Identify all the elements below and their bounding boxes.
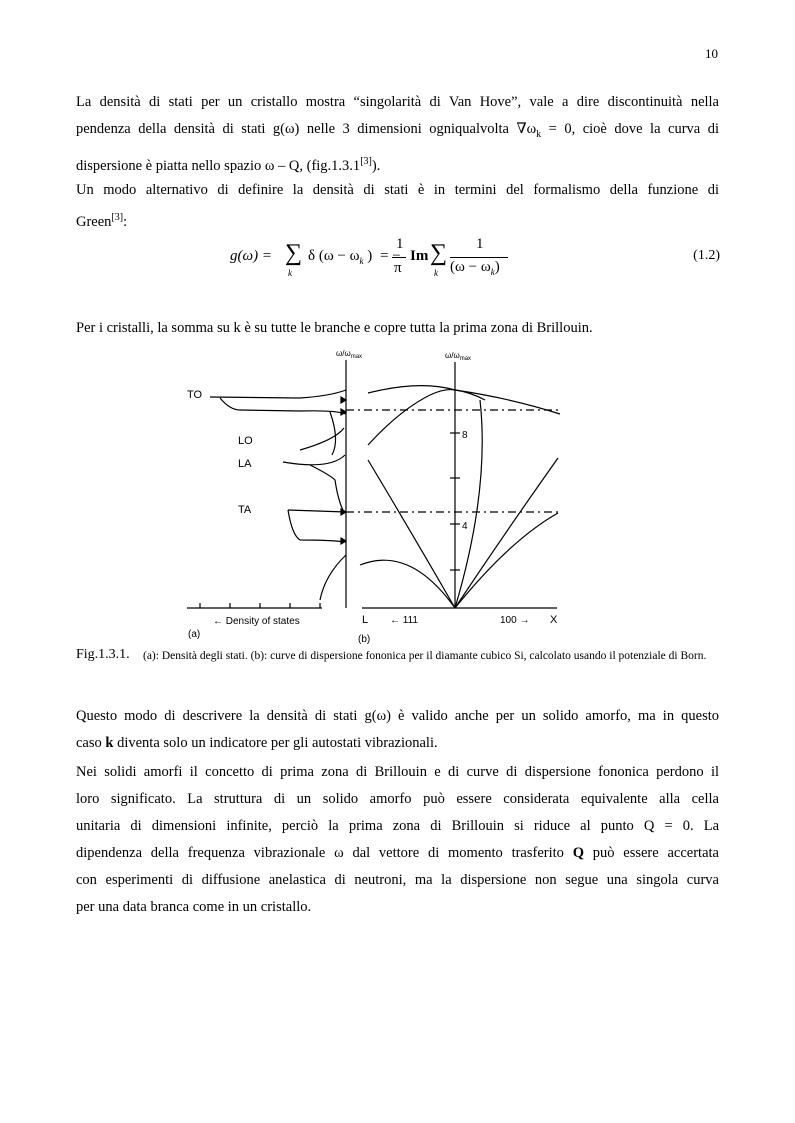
- branch-label-la: LA: [238, 458, 252, 470]
- paragraph-amorphous: [76, 703, 719, 757]
- equation-number: (1.2): [693, 248, 720, 263]
- delta-term: δ ($\omega - \omega_k$ ): [308, 248, 373, 266]
- text-line: caso k diventa solo un indicatore per gli autostati vibrazionali.: [76, 735, 438, 751]
- equation-1-2: g(ω) = ∑ k δ ($\omega - \omega_k$ ) = − 1 π Im ∑ k 1 $(\omega - \omega_k)$ (1.2): [230, 236, 720, 278]
- density-axis-label: ← Density of states: [213, 616, 300, 627]
- text-line: dispersione è piatta nello spazio ω – Q, (fig.1.3.1[3]).: [76, 155, 381, 174]
- text-line: Per i cristalli, la somma su k è su tutte le branche e copre tutta la prima zona di Brillouin.: [76, 320, 593, 336]
- panel-label-a: (a): [188, 629, 201, 640]
- axis-label-100: 100 →: [500, 615, 530, 626]
- panel-label-b: (b): [358, 634, 371, 645]
- omega-label-left: $\omega/\omega_{max}$: [336, 349, 363, 360]
- text-line: con esperimenti di diffusione anelastica di neutroni, ma la dispersione non segue una singola curva: [76, 872, 719, 888]
- branch-label-lo: LO: [238, 435, 253, 447]
- axis-label-111: ← 111: [390, 615, 418, 626]
- text-line: pendenza della densità di stati g(ω) nelle 3 dimensioni ogniqualvolta $\nabla\omega_k = 0$, cioè dove la curva di: [76, 121, 719, 140]
- text-line: unitaria di dimensioni infinite, perciò la prima zona di Brillouin si riduce al punto Q = 0. La: [76, 818, 719, 834]
- axis-label-l: L: [362, 614, 369, 626]
- paragraph-brillouin: [76, 759, 719, 921]
- text-line: dipendenza della frequenza vibrazionale ω dal vettore di momento trasferito Q può essere accertata: [76, 845, 719, 861]
- denominator: $(\omega - \omega_k)$: [450, 259, 500, 277]
- caption-label: Fig.1.3.1.: [76, 647, 130, 662]
- text-line: Nei solidi amorfi il concetto di prima zona di Brillouin e di curve di dispersione fononica perdono il: [76, 764, 719, 780]
- text-line: per una data branca come in un cristallo.: [76, 899, 312, 915]
- tick-label-8: 8: [462, 430, 468, 441]
- tick-label-4: 4: [462, 521, 468, 532]
- text-line: Questo modo di descrivere la densità di stati g(ω) è valido anche per un solido amorfo, ma in questo: [76, 708, 719, 724]
- omega-label-right: $\omega/\omega_{max}$: [445, 351, 472, 362]
- text-line: loro significato. La struttura di un solido amorfo può essere considerata equivalente alla cella: [76, 791, 719, 807]
- text-line: Green[3]:: [76, 212, 128, 230]
- branch-label-ta: TA: [238, 504, 252, 516]
- text-line: Un modo alternativo di definire la densità di stati è in termini del formalismo della funzione di: [76, 182, 719, 198]
- page-number: 10: [705, 46, 718, 61]
- branch-label-to: TO: [187, 389, 203, 401]
- caption-text: (a): Densità degli stati. (b): curve di dispersione fononica per il diamante cubico Si, calcolato usando il potenziale di Born.: [143, 650, 707, 662]
- axis-label-x: X: [550, 614, 558, 626]
- text-line: La densità di stati per un cristallo mostra “singolarità di Van Hove”, vale a dire discontinuità nella: [76, 94, 719, 110]
